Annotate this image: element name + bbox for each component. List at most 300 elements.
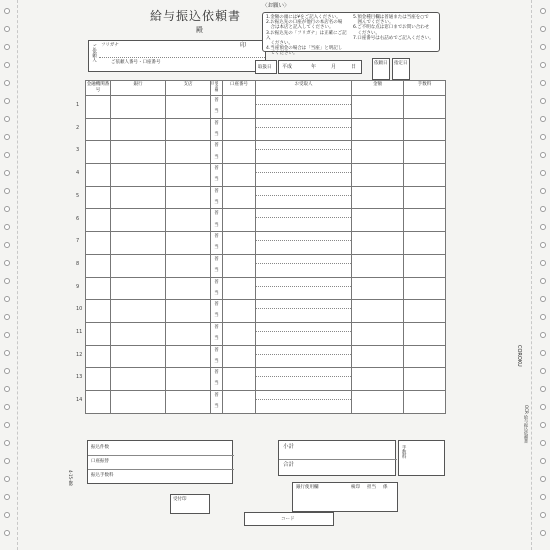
- cell-payee[interactable]: [256, 164, 352, 187]
- row-number: 2: [76, 124, 80, 131]
- deposit-type-toza: 当: [214, 404, 219, 410]
- furigana-guide-line: [256, 376, 351, 377]
- deposit-type-toza: 当: [214, 381, 219, 387]
- seal-label: 印: [240, 42, 247, 49]
- cell-type[interactable]: [211, 345, 223, 368]
- deposit-type-futsu: 普: [214, 234, 219, 240]
- cell-branch[interactable]: [166, 390, 211, 413]
- cell-branch[interactable]: [166, 322, 211, 345]
- table-row: [86, 164, 446, 187]
- deposit-type-futsu: 普: [214, 392, 219, 398]
- transfer-table: [85, 80, 446, 414]
- deposit-type-toza: 当: [214, 267, 219, 273]
- cell-branch[interactable]: [166, 141, 211, 164]
- cell-fee[interactable]: [404, 390, 446, 413]
- tractor-hole: [4, 224, 10, 230]
- furigana-guide-line: [256, 399, 351, 400]
- deposit-type-futsu: 普: [214, 302, 219, 308]
- tractor-hole: [540, 422, 546, 428]
- cell-type[interactable]: [211, 322, 223, 345]
- count-b-label: 口座振替: [91, 459, 109, 464]
- operator-label: 担当: [367, 485, 376, 490]
- cell-amount[interactable]: [352, 322, 404, 345]
- cell-bank[interactable]: [111, 96, 166, 119]
- bank-use-label: 銀行使用欄: [296, 485, 319, 490]
- tractor-hole: [540, 188, 546, 194]
- count-c-label: 振込手数料: [91, 473, 114, 478]
- cell-bank-code[interactable]: [86, 254, 111, 277]
- cell-fee[interactable]: [404, 209, 446, 232]
- cell-amount[interactable]: [352, 254, 404, 277]
- top-box-a: [372, 58, 390, 80]
- col-fee-label: 手数料: [417, 82, 432, 87]
- cell-amount[interactable]: [352, 390, 404, 413]
- cell-type[interactable]: [211, 118, 223, 141]
- fee-label: 手数料: [401, 445, 407, 459]
- cell-fee[interactable]: [404, 277, 446, 300]
- col-bank: [111, 81, 166, 96]
- side-brand: COROKU: [516, 345, 522, 367]
- furigana-guide-line: [256, 104, 351, 105]
- cell-payee[interactable]: [256, 390, 352, 413]
- deposit-type-toza: 当: [214, 245, 219, 251]
- cell-type[interactable]: [211, 232, 223, 255]
- tractor-hole: [540, 368, 546, 374]
- cell-payee[interactable]: [256, 186, 352, 209]
- furigana-guide-line: [256, 263, 351, 264]
- tractor-hole: [540, 152, 546, 158]
- deposit-type-toza: 当: [214, 154, 219, 160]
- tractor-hole: [540, 476, 546, 482]
- row-number: 7: [76, 238, 80, 245]
- cell-bank-code[interactable]: [86, 209, 111, 232]
- cell-bank-code[interactable]: [86, 118, 111, 141]
- tractor-hole: [540, 332, 546, 338]
- cell-branch[interactable]: [166, 368, 211, 391]
- table-row: [86, 254, 446, 277]
- client-divider: [99, 57, 265, 58]
- date-day: 日: [351, 64, 357, 70]
- tractor-hole: [4, 332, 10, 338]
- row-number: 6: [76, 215, 80, 222]
- tractor-hole: [4, 422, 10, 428]
- furigana-guide-line: [256, 127, 351, 128]
- deposit-type-toza: 当: [214, 313, 219, 319]
- cell-bank-code[interactable]: [86, 277, 111, 300]
- receipt-box: [255, 60, 277, 74]
- cell-branch[interactable]: [166, 164, 211, 187]
- table-row: [86, 141, 446, 164]
- tractor-hole: [540, 296, 546, 302]
- tractor-hole: [4, 188, 10, 194]
- tractor-hole: [4, 116, 10, 122]
- tractor-hole: [540, 44, 546, 50]
- cell-fee[interactable]: [404, 254, 446, 277]
- notice-box: [262, 12, 440, 57]
- cell-amount[interactable]: [352, 277, 404, 300]
- cell-branch[interactable]: [166, 345, 211, 368]
- notice-line: 4.当座預金の場合は「当座」と明記し: [266, 46, 343, 52]
- deposit-type-toza: 当: [214, 131, 219, 137]
- cell-bank[interactable]: [111, 209, 166, 232]
- col-type: [211, 81, 223, 96]
- tractor-hole: [540, 62, 546, 68]
- tractor-hole: [4, 170, 10, 176]
- notice-line: 囲んでください。: [353, 20, 394, 26]
- form-number: 4-15-88: [68, 470, 73, 486]
- notice-line: 合は本店と記入してください。: [266, 25, 334, 31]
- deposit-type-futsu: 普: [214, 143, 219, 149]
- cell-branch[interactable]: [166, 277, 211, 300]
- tractor-hole: [540, 530, 546, 536]
- deposit-type-toza: 当: [214, 222, 219, 228]
- dono-label: 殿: [196, 26, 203, 34]
- cell-account[interactable]: [223, 232, 256, 255]
- tractor-hole: [540, 206, 546, 212]
- cell-bank[interactable]: [111, 254, 166, 277]
- row-number: 13: [76, 374, 83, 381]
- cell-bank-code[interactable]: [86, 232, 111, 255]
- deposit-type-futsu: 普: [214, 120, 219, 126]
- cell-fee[interactable]: [404, 368, 446, 391]
- count-divider-1: [88, 455, 234, 456]
- cell-amount[interactable]: [352, 209, 404, 232]
- cell-account[interactable]: [223, 277, 256, 300]
- col-bank-code: [86, 81, 111, 96]
- tractor-hole: [540, 98, 546, 104]
- notice-line: 3.お振込先の「フリガナ」は正確にご記入: [266, 30, 347, 41]
- code-box: [244, 512, 334, 526]
- tractor-hole: [4, 260, 10, 266]
- cell-bank[interactable]: [111, 345, 166, 368]
- table-row: [86, 300, 446, 323]
- cell-amount[interactable]: [352, 232, 404, 255]
- col-payee: [256, 81, 352, 96]
- cell-bank[interactable]: [111, 141, 166, 164]
- tractor-hole: [540, 224, 546, 230]
- tractor-hole: [540, 404, 546, 410]
- tractor-hole: [540, 278, 546, 284]
- cell-account[interactable]: [223, 390, 256, 413]
- count-divider-2: [88, 469, 234, 470]
- col-account-label: 口座番号: [230, 82, 248, 87]
- cell-amount[interactable]: [352, 96, 404, 119]
- tractor-hole: [540, 494, 546, 500]
- cell-amount[interactable]: [352, 300, 404, 323]
- col-type-label: 預金種目: [211, 81, 220, 92]
- furigana-guide-line: [256, 286, 351, 287]
- tractor-holes-right: [536, 0, 550, 550]
- top-box-b-label: 指定日: [394, 61, 408, 66]
- cell-bank-code[interactable]: [86, 322, 111, 345]
- furigana-guide-line: [256, 195, 351, 196]
- fee-box: [398, 440, 445, 476]
- subtotal-label: 小計: [283, 444, 295, 450]
- cell-branch[interactable]: [166, 209, 211, 232]
- col-amount-label: 金額: [373, 82, 382, 87]
- date-box: [278, 60, 362, 74]
- cell-branch[interactable]: [166, 254, 211, 277]
- tractor-hole: [4, 494, 10, 500]
- cell-payee[interactable]: [256, 300, 352, 323]
- cell-payee[interactable]: [256, 254, 352, 277]
- top-box-a-label: 依頼日: [374, 61, 388, 66]
- cell-account[interactable]: [223, 345, 256, 368]
- tractor-hole: [540, 26, 546, 32]
- notice-line: ください。: [353, 30, 380, 36]
- cell-fee[interactable]: [404, 141, 446, 164]
- cell-fee[interactable]: [404, 300, 446, 323]
- tractor-hole: [540, 242, 546, 248]
- col-branch-label: 支店: [183, 82, 193, 87]
- cell-payee[interactable]: [256, 368, 352, 391]
- tractor-hole: [4, 530, 10, 536]
- cell-bank[interactable]: [111, 118, 166, 141]
- cell-account[interactable]: [223, 300, 256, 323]
- cell-branch[interactable]: [166, 118, 211, 141]
- cell-bank-code[interactable]: [86, 141, 111, 164]
- approver-label: 係: [383, 485, 388, 490]
- date-era: 平成: [282, 64, 293, 70]
- tractor-hole: [4, 26, 10, 32]
- notice-left-column: [266, 15, 348, 56]
- tractor-hole: [540, 260, 546, 266]
- deposit-type-futsu: 普: [214, 256, 219, 262]
- cell-fee[interactable]: [404, 186, 446, 209]
- cell-bank-code[interactable]: [86, 345, 111, 368]
- cell-account[interactable]: [223, 254, 256, 277]
- tractor-hole: [4, 278, 10, 284]
- furigana-guide-line: [256, 240, 351, 241]
- furigana-guide-line: [256, 172, 351, 173]
- receipt-stamp-box: [170, 494, 210, 514]
- cell-payee[interactable]: [256, 322, 352, 345]
- notice-line: 6.ご不明な点は窓口までお問い合わせ: [353, 25, 430, 31]
- deposit-type-futsu: 普: [214, 370, 219, 376]
- tractor-hole: [4, 314, 10, 320]
- tractor-hole: [4, 134, 10, 140]
- cell-fee[interactable]: [404, 345, 446, 368]
- subtotal-box: [278, 440, 396, 476]
- cell-bank[interactable]: [111, 232, 166, 255]
- side-code: OCR 給与振込依頼書: [524, 405, 529, 443]
- cell-fee[interactable]: [404, 96, 446, 119]
- row-number: 1: [76, 102, 80, 108]
- furigana-guide-line: [256, 149, 351, 150]
- cell-bank-code[interactable]: [86, 300, 111, 323]
- cell-bank-code[interactable]: [86, 368, 111, 391]
- table-row: [86, 232, 446, 255]
- tractor-hole: [4, 404, 10, 410]
- date-year: 年: [311, 64, 317, 70]
- notice-right-column: [353, 15, 439, 41]
- cell-account[interactable]: [223, 141, 256, 164]
- cell-bank-code[interactable]: [86, 390, 111, 413]
- deposit-type-futsu: 普: [214, 98, 219, 103]
- cell-branch[interactable]: [166, 232, 211, 255]
- notice-line: 7.口座番号は右詰めでご記入ください。: [353, 35, 434, 41]
- cell-amount[interactable]: [352, 368, 404, 391]
- cell-bank[interactable]: [111, 186, 166, 209]
- tractor-hole: [4, 458, 10, 464]
- cell-payee[interactable]: [256, 118, 352, 141]
- table-row: [86, 96, 446, 119]
- deposit-type-futsu: 普: [214, 279, 219, 285]
- cell-fee[interactable]: [404, 232, 446, 255]
- cell-payee[interactable]: [256, 96, 352, 119]
- tractor-hole: [540, 8, 546, 14]
- deposit-type-futsu: 普: [214, 347, 219, 353]
- cell-payee[interactable]: [256, 232, 352, 255]
- cell-amount[interactable]: [352, 345, 404, 368]
- cell-bank[interactable]: [111, 164, 166, 187]
- table-row: [86, 368, 446, 391]
- code-label: コード: [281, 517, 295, 522]
- row-number: 4: [76, 170, 80, 177]
- cell-type[interactable]: [211, 96, 223, 119]
- cell-bank[interactable]: [111, 322, 166, 345]
- notice-title: 〈お願い〉: [262, 3, 290, 9]
- cell-payee[interactable]: [256, 209, 352, 232]
- tractor-hole: [4, 242, 10, 248]
- tractor-hole: [540, 134, 546, 140]
- cell-type[interactable]: [211, 390, 223, 413]
- cell-payee[interactable]: [256, 141, 352, 164]
- deposit-type-toza: 当: [214, 358, 219, 364]
- perforation-right: [531, 0, 532, 550]
- furigana-guide-line: [256, 217, 351, 218]
- row-number: 12: [76, 351, 83, 358]
- cell-type[interactable]: [211, 164, 223, 187]
- cell-type[interactable]: [211, 141, 223, 164]
- cell-account[interactable]: [223, 368, 256, 391]
- cell-type[interactable]: [211, 368, 223, 391]
- row-number: 11: [76, 329, 83, 335]
- cell-type[interactable]: [211, 209, 223, 232]
- total-label: 合計: [283, 462, 295, 468]
- tractor-hole: [540, 80, 546, 86]
- table-row: [86, 186, 446, 209]
- cell-fee[interactable]: [404, 322, 446, 345]
- count-a-label: 振込件数: [91, 445, 109, 450]
- cell-type[interactable]: [211, 300, 223, 323]
- cell-branch[interactable]: [166, 300, 211, 323]
- cell-branch[interactable]: [166, 96, 211, 119]
- deposit-type-toza: 当: [214, 336, 219, 342]
- row-number: 10: [76, 306, 83, 313]
- cell-fee[interactable]: [404, 164, 446, 187]
- cell-type[interactable]: [211, 277, 223, 300]
- cell-amount[interactable]: [352, 118, 404, 141]
- notice-line: 5.預金種目欄は普通または当座を○で: [353, 15, 429, 20]
- col-bank-code-label: 金融機関番号: [86, 82, 110, 94]
- tractor-hole: [4, 98, 10, 104]
- furigana-guide-line: [256, 354, 351, 355]
- tractor-hole: [540, 170, 546, 176]
- date-month: 月: [331, 64, 337, 70]
- client-number-label: ご依頼人番号・口座番号: [111, 60, 161, 65]
- col-bank-label: 銀行: [133, 82, 143, 87]
- cell-branch[interactable]: [166, 186, 211, 209]
- cell-bank[interactable]: [111, 368, 166, 391]
- deposit-type-futsu: 普: [214, 188, 219, 194]
- col-payee-label: お受取人: [294, 82, 313, 87]
- cell-bank[interactable]: [111, 277, 166, 300]
- table-row: [86, 322, 446, 345]
- cell-amount[interactable]: [352, 141, 404, 164]
- notice-line: ください。: [266, 40, 293, 46]
- cell-account[interactable]: [223, 322, 256, 345]
- cell-type[interactable]: [211, 254, 223, 277]
- tractor-hole: [4, 296, 10, 302]
- cell-account[interactable]: [223, 96, 256, 119]
- cell-bank-code[interactable]: [86, 164, 111, 187]
- cell-bank-code[interactable]: [86, 96, 111, 119]
- tractor-hole: [4, 206, 10, 212]
- notice-line: 2.お振込先の口座が他行の本店名の場: [266, 20, 343, 26]
- checker-label: 検印: [351, 485, 360, 490]
- tractor-hole: [4, 476, 10, 482]
- tractor-hole: [4, 44, 10, 50]
- cell-account[interactable]: [223, 209, 256, 232]
- cell-bank[interactable]: [111, 300, 166, 323]
- cell-account[interactable]: [223, 118, 256, 141]
- furigana-guide-line: [256, 331, 351, 332]
- subtotal-divider: [279, 459, 397, 460]
- tractor-hole: [4, 512, 10, 518]
- tractor-hole: [4, 62, 10, 68]
- deposit-type-toza: 当: [214, 199, 219, 205]
- table-row: [86, 390, 446, 413]
- furigana-guide-line: [256, 308, 351, 309]
- cell-bank[interactable]: [111, 390, 166, 413]
- cell-account[interactable]: [223, 186, 256, 209]
- row-number: 14: [76, 397, 83, 404]
- table-row: [86, 118, 446, 141]
- cell-payee[interactable]: [256, 345, 352, 368]
- deposit-type-futsu: 普: [214, 166, 219, 172]
- cell-bank-code[interactable]: [86, 186, 111, 209]
- tractor-hole: [540, 116, 546, 122]
- count-box: [87, 440, 233, 484]
- col-branch: [166, 81, 211, 96]
- client-side-label: ご依頼人: [91, 44, 97, 62]
- tractor-hole: [540, 386, 546, 392]
- table-row: [86, 345, 446, 368]
- receipt-label: 取扱日: [258, 65, 272, 70]
- tractor-hole: [4, 440, 10, 446]
- cell-amount[interactable]: [352, 164, 404, 187]
- col-fee: [404, 81, 446, 96]
- tractor-hole: [540, 314, 546, 320]
- cell-amount[interactable]: [352, 186, 404, 209]
- top-box-b: [392, 58, 410, 80]
- cell-account[interactable]: [223, 164, 256, 187]
- col-amount: [352, 81, 404, 96]
- cell-type[interactable]: [211, 186, 223, 209]
- table-row: [86, 209, 446, 232]
- cell-payee[interactable]: [256, 277, 352, 300]
- tractor-holes-left: [0, 0, 14, 550]
- cell-fee[interactable]: [404, 118, 446, 141]
- row-number: 3: [76, 147, 80, 154]
- deposit-type-toza: 当: [214, 290, 219, 296]
- form-title: 給与振込依頼書: [150, 9, 242, 23]
- row-number: 9: [76, 283, 80, 290]
- tractor-hole: [4, 8, 10, 14]
- tractor-hole: [4, 80, 10, 86]
- tractor-hole: [540, 440, 546, 446]
